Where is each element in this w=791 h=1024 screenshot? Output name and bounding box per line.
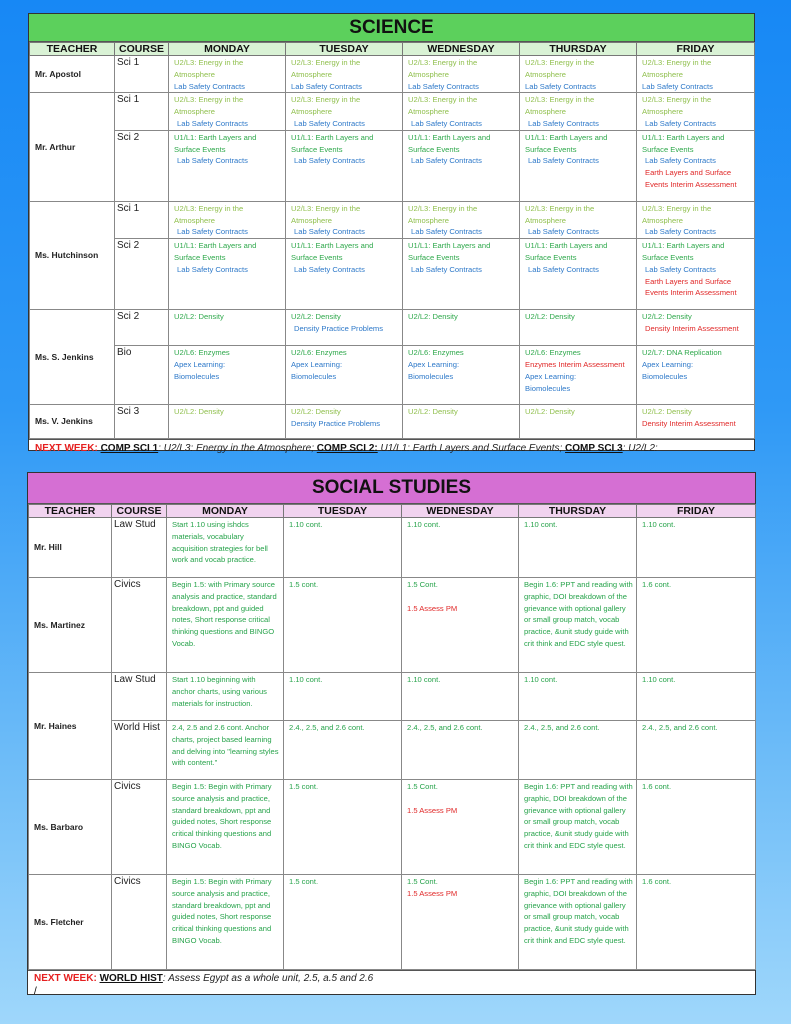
lesson-plan: 1.5 cont. (289, 580, 319, 589)
science-schedule-panel (28, 13, 755, 455)
lesson-topic: U2/L2: Density (525, 312, 575, 322)
lesson-topic: U1/L1: Earth Layers and Surface Events (291, 241, 374, 262)
course-name: Bio (115, 346, 169, 405)
social-studies-table (28, 504, 756, 970)
header-monday: MONDAY (169, 43, 286, 56)
lesson-plan: 1.10 cont. (289, 675, 323, 684)
lesson-topic: U2/L2: Density (408, 312, 458, 322)
lesson-cell (402, 518, 519, 578)
lesson-cell (403, 93, 520, 130)
lesson-cell (520, 130, 637, 201)
lesson-topic: U1/L1: Earth Layers and Surface Events (642, 241, 725, 262)
table-row (30, 56, 755, 93)
course-name: Sci 1 (115, 56, 169, 93)
assessment-note: Density Interim Assessment (645, 323, 739, 333)
lesson-topic: U2/L3: Energy in the Atmosphere (525, 95, 595, 117)
course-name: Sci 3 (115, 405, 169, 439)
lesson-cell (286, 93, 403, 130)
lesson-activity: Lab Safety Contracts (645, 264, 716, 274)
lesson-cell (403, 201, 520, 238)
lesson-cell (637, 56, 755, 93)
lesson-cell (520, 93, 637, 130)
lesson-topic: U2/L6: Enzymes (408, 348, 464, 358)
lesson-activity: Lab Safety Contracts (177, 227, 248, 237)
lesson-topic: U2/L3: Energy in the Atmosphere (408, 95, 478, 117)
lesson-activity: Lab Safety Contracts (177, 156, 248, 166)
lesson-plan: 2.4, 2.5 and 2.6 cont. Anchor charts, project based learning and delving into "learning styles with content." (172, 723, 279, 768)
lesson-cell (286, 239, 403, 310)
lesson-cell (167, 780, 284, 875)
lesson-topic: U1/L1: Earth Layers and Surface Events (525, 132, 608, 154)
course-name: Law Stud (112, 673, 167, 721)
lesson-cell (637, 673, 756, 721)
next-week-label: NEXT WEEK: (34, 973, 97, 984)
header-tuesday: TUESDAY (284, 505, 402, 518)
lesson-plan: 2.4., 2.5, and 2.6 cont. (524, 723, 600, 732)
lesson-cell (637, 93, 755, 130)
lesson-cell (520, 56, 637, 93)
next-week-course: COMP SCI 1 (100, 443, 159, 455)
header-thursday: THURSDAY (519, 505, 637, 518)
lesson-topic: U2/L2: Density (174, 407, 224, 417)
assessment-note: Density Interim Assessment (642, 418, 736, 428)
lesson-cell (167, 518, 284, 578)
lesson-activity: Lab Safety Contracts (642, 81, 713, 91)
assessment-note: 1.5 Assess PM (407, 888, 458, 898)
lesson-topic: U2/L3: Energy in the Atmosphere (291, 95, 361, 117)
lesson-activity: Lab Safety Contracts (525, 81, 596, 91)
lesson-activity: Lab Safety Contracts (177, 118, 248, 128)
assessment-note: Earth Layers and Surface Events Interim Assessment (645, 276, 737, 298)
assessment-note: Enzymes Interim Assessment (525, 359, 625, 369)
course-name: Civics (112, 780, 167, 875)
lesson-cell (520, 201, 637, 238)
lesson-cell (520, 239, 637, 310)
course-name: Law Stud (112, 518, 167, 578)
course-name: Civics (112, 578, 167, 673)
lesson-cell (519, 780, 637, 875)
lesson-plan: 1.10 cont. (642, 520, 676, 529)
lesson-cell (637, 578, 756, 673)
table-row (30, 93, 755, 130)
lesson-activity: Lab Safety Contracts (291, 81, 362, 91)
header-wednesday: WEDNESDAY (402, 505, 519, 518)
lesson-cell (402, 875, 519, 970)
lesson-cell (169, 239, 286, 310)
table-row (30, 239, 755, 310)
lesson-plan: Start 1.10 using ishdcs materials, vocabulary acquisition strategies for bell work and vocab practice. (172, 520, 268, 565)
table-row (29, 673, 756, 721)
lesson-activity: Lab Safety Contracts (294, 118, 365, 128)
next-week-text: : U2/L3: Energy in the Atmosphere; (158, 443, 317, 455)
lesson-cell (403, 56, 520, 93)
lesson-topic: U2/L2: Density (642, 407, 692, 417)
lesson-plan: 1.5 cont. (289, 782, 319, 791)
assessment-note: Earth Layers and Surface Events Interim Assessment (645, 168, 737, 189)
lesson-cell (637, 310, 755, 346)
lesson-cell (167, 673, 284, 721)
course-name: Sci 2 (115, 130, 169, 201)
lesson-cell (169, 130, 286, 201)
next-week-course: COMP SCI 2: (316, 443, 378, 455)
lesson-plan: 1.6 cont. (642, 782, 672, 791)
lesson-topic: U2/L3: Energy in the Atmosphere (174, 95, 244, 117)
lesson-topic: U1/L1: Earth Layers and Surface Events (174, 241, 257, 262)
course-name: Sci 1 (115, 201, 169, 238)
teacher-name: Ms. Fletcher (29, 875, 112, 970)
lesson-activity: Biomolecules (291, 371, 337, 381)
lesson-activity: Lab Safety Contracts (528, 227, 599, 237)
lesson-cell (520, 405, 637, 439)
lesson-cell (403, 346, 520, 405)
teacher-name: Mr. Apostol (30, 56, 115, 93)
table-row (29, 721, 756, 780)
lesson-activity: Biomolecules (525, 383, 571, 393)
social-studies-title: SOCIAL STUDIES (28, 473, 755, 504)
lesson-cell (637, 875, 756, 970)
lesson-activity: Lab Safety Contracts (645, 227, 716, 237)
course-name: World Hist (112, 721, 167, 780)
lesson-cell (284, 875, 402, 970)
lesson-topic: U2/L2: Density (174, 312, 224, 322)
lesson-plan: 1.6 cont. (642, 877, 672, 886)
lesson-plan: 1.10 cont. (289, 520, 323, 529)
lesson-cell (286, 310, 403, 346)
lesson-activity: Biomolecules (408, 371, 454, 381)
lesson-cell (286, 130, 403, 201)
course-name: Sci 2 (115, 310, 169, 346)
assessment-note: 1.5 Assess PM (407, 805, 458, 815)
lesson-cell (519, 673, 637, 721)
lesson-cell (402, 721, 519, 780)
lesson-activity: Lab Safety Contracts (408, 81, 479, 91)
lesson-topic: U2/L2: Density (291, 407, 341, 417)
lesson-plan: Begin 1.6: PPT and reading with graphic, DOI breakdown of the grievance with optional gallery or small group match, vocab practice, &unit study guide with crit think and EDC style quest. (524, 580, 633, 648)
teacher-name: Ms. S. Jenkins (30, 310, 115, 405)
header-course: COURSE (115, 43, 169, 56)
table-row (30, 201, 755, 238)
header-friday: FRIDAY (637, 43, 755, 56)
next-week-text: U1/L1: Earth Layers and Surface Events; (377, 443, 566, 455)
lesson-activity: Lab Safety Contracts (645, 118, 716, 128)
teacher-name: Mr. Hill (29, 518, 112, 578)
header-thursday: THURSDAY (520, 43, 637, 56)
lesson-cell (519, 518, 637, 578)
lesson-cell (403, 130, 520, 201)
lesson-cell (167, 578, 284, 673)
lesson-plan: 1.5 cont. (289, 877, 319, 886)
lesson-activity: Lab Safety Contracts (528, 118, 599, 128)
lesson-cell (520, 310, 637, 346)
lesson-cell (637, 518, 756, 578)
lesson-activity: Apex Learning: (408, 359, 460, 369)
course-name: Sci 2 (115, 239, 169, 310)
lesson-cell (167, 875, 284, 970)
lesson-activity: Lab Safety Contracts (294, 264, 365, 274)
science-title: SCIENCE (29, 14, 754, 42)
lesson-topic: U1/L1: Earth Layers and Surface Events (525, 241, 608, 262)
lesson-topic: U2/L3: Energy in the Atmosphere (642, 203, 712, 225)
lesson-activity: Lab Safety Contracts (411, 264, 482, 274)
next-week-text: : U2/L2: (622, 443, 658, 455)
lesson-activity: Density Practice Problems (294, 323, 384, 333)
lesson-cell (637, 780, 756, 875)
lesson-cell (637, 239, 755, 310)
lesson-topic: U2/L3: Energy in the Atmosphere (525, 203, 595, 225)
lesson-activity: Lab Safety Contracts (174, 81, 245, 91)
lesson-plan: 1.10 cont. (642, 675, 676, 684)
lesson-cell (169, 346, 286, 405)
lesson-cell (520, 346, 637, 405)
header-course: COURSE (112, 505, 167, 518)
lesson-activity: Density Practice Problems (291, 418, 381, 428)
header-wednesday: WEDNESDAY (403, 43, 520, 56)
lesson-cell (637, 201, 755, 238)
lesson-plan: 1.10 cont. (407, 675, 441, 684)
lesson-cell (284, 780, 402, 875)
next-week-label: NEXT WEEK: (35, 443, 98, 455)
teacher-name: Mr. Haines (29, 673, 112, 780)
lesson-topic: U2/L2: Density (642, 312, 692, 322)
lesson-plan: 1.10 cont. (524, 520, 558, 529)
lesson-topic: U2/L3: Energy in the Atmosphere (291, 203, 361, 225)
lesson-topic: U2/L3: Energy in the Atmosphere (408, 58, 478, 79)
lesson-activity: Lab Safety Contracts (411, 227, 482, 237)
lesson-cell (286, 346, 403, 405)
header-monday: MONDAY (167, 505, 284, 518)
lesson-activity: Lab Safety Contracts (528, 264, 599, 274)
lesson-topic: U2/L2: Density (525, 407, 575, 417)
lesson-cell (637, 405, 755, 439)
lesson-topic: U2/L6: Enzymes (174, 348, 230, 358)
lesson-activity: Biomolecules (642, 371, 688, 381)
next-week-course: COMP SCI 3 (565, 443, 623, 455)
lesson-cell (402, 578, 519, 673)
lesson-plan: 1.10 cont. (524, 675, 558, 684)
table-row (30, 310, 755, 346)
teacher-name: Mr. Arthur (30, 93, 115, 201)
lesson-topic: U1/L1: Earth Layers and Surface Events (291, 132, 374, 154)
header-tuesday: TUESDAY (286, 43, 403, 56)
teacher-name: Ms. V. Jenkins (30, 405, 115, 439)
table-row (30, 405, 755, 439)
teacher-name: Ms. Martinez (29, 578, 112, 673)
header-teacher: TEACHER (29, 505, 112, 518)
teacher-name: Ms. Hutchinson (30, 201, 115, 309)
lesson-cell (284, 578, 402, 673)
table-row (30, 346, 755, 405)
lesson-topic: U2/L3: Energy in the Atmosphere (291, 58, 361, 79)
lesson-plan: Begin 1.6: PPT and reading with graphic, DOI breakdown of the grievance with optional gallery or small group match, vocab practice, &unit study guide with crit think and EDC style quest. (524, 877, 633, 945)
header-teacher: TEACHER (30, 43, 115, 56)
lesson-cell (284, 518, 402, 578)
next-week-cursor: / (34, 986, 37, 997)
social-next-week-note (28, 970, 755, 1001)
course-name: Civics (112, 875, 167, 970)
lesson-cell (286, 56, 403, 93)
lesson-cell (637, 130, 755, 201)
lesson-topic: U2/L3: Energy in the Atmosphere (642, 95, 712, 117)
lesson-activity: Apex Learning: (174, 359, 226, 369)
header-friday: FRIDAY (637, 505, 756, 518)
lesson-cell (169, 310, 286, 346)
lesson-activity: Lab Safety Contracts (528, 156, 599, 166)
science-next-week-note (29, 439, 754, 457)
lesson-activity: Lab Safety Contracts (645, 156, 716, 166)
lesson-topic: U1/L1: Earth Layers and Surface Events (408, 241, 491, 262)
lesson-cell (284, 673, 402, 721)
lesson-topic: U2/L6: Enzymes (525, 348, 581, 358)
lesson-plan: 2.4., 2.5, and 2.6 cont. (289, 723, 365, 732)
next-week-course: WORLD HIST (99, 973, 163, 984)
lesson-topic: U2/L3: Energy in the Atmosphere (642, 58, 712, 79)
lesson-plan: Begin 1.5: Begin with Primary source analysis and practice, standard breakdown, ppt and guided notes, Short response critical thinking questions and BINGO Vocab. (172, 782, 272, 850)
lesson-topic: U2/L3: Energy in the Atmosphere (174, 58, 244, 79)
lesson-cell (286, 405, 403, 439)
lesson-cell (169, 405, 286, 439)
lesson-topic: U1/L1: Earth Layers and Surface Events (174, 132, 257, 154)
teacher-name: Ms. Barbaro (29, 780, 112, 875)
lesson-plan: Begin 1.6: PPT and reading with graphic, DOI breakdown of the grievance with optional gallery or small group match, vocab practice, &unit study guide with crit think and EDC style quest. (524, 782, 633, 850)
lesson-topic: U2/L7: DNA Replication (642, 348, 722, 358)
lesson-cell (519, 721, 637, 780)
lesson-cell (402, 780, 519, 875)
social-header-row (29, 505, 756, 518)
lesson-cell (637, 721, 756, 780)
lesson-cell (403, 405, 520, 439)
lesson-cell (169, 201, 286, 238)
science-table (29, 42, 755, 439)
table-row (29, 780, 756, 875)
lesson-activity: Lab Safety Contracts (294, 227, 365, 237)
lesson-activity: Biomolecules (174, 371, 220, 381)
lesson-plan: 2.4., 2.5, and 2.6 cont. (642, 723, 718, 732)
lesson-topic: U2/L2: Density (408, 407, 458, 417)
lesson-plan: 1.6 cont. (642, 580, 672, 589)
lesson-topic: U1/L1: Earth Layers and Surface Events (408, 132, 491, 154)
lesson-plan: 1.5 Cont. (407, 877, 438, 886)
science-header-row (30, 43, 755, 56)
lesson-plan: Start 1.10 beginning with anchor charts, using various materials for instruction. (172, 675, 267, 708)
lesson-topic: U1/L1: Earth Layers and Surface Events (642, 132, 725, 154)
table-row (29, 875, 756, 970)
table-row (29, 578, 756, 673)
lesson-plan: 1.5 Cont. (407, 580, 438, 589)
lesson-cell (519, 578, 637, 673)
lesson-cell (284, 721, 402, 780)
lesson-activity: Apex Learning: (525, 371, 577, 381)
table-row (30, 130, 755, 201)
social-studies-schedule-panel (27, 472, 756, 995)
lesson-activity: Apex Learning: (642, 359, 694, 369)
lesson-activity: Lab Safety Contracts (294, 156, 365, 166)
lesson-activity: Lab Safety Contracts (177, 264, 248, 274)
lesson-cell (167, 721, 284, 780)
lesson-cell (169, 93, 286, 130)
lesson-activity: Lab Safety Contracts (411, 118, 482, 128)
lesson-plan: 1.5 Cont. (407, 782, 438, 791)
table-row (29, 518, 756, 578)
lesson-cell (403, 310, 520, 346)
next-week-text: : Assess Egypt as a whole unit, 2.5, a.5 and 2.6 (162, 973, 374, 984)
lesson-activity: Lab Safety Contracts (411, 156, 482, 166)
lesson-topic: U2/L6: Enzymes (291, 348, 347, 358)
lesson-cell (286, 201, 403, 238)
lesson-plan: Begin 1.5: with Primary source analysis and practice, standard breakdown, ppt and guided notes, Short response critical thinking questions and BINGO Vocab. (172, 580, 277, 648)
lesson-plan: 1.10 cont. (407, 520, 441, 529)
lesson-topic: U2/L3: Energy in the Atmosphere (174, 203, 244, 225)
assessment-note: 1.5 Assess PM (407, 603, 458, 613)
lesson-topic: U2/L3: Energy in the Atmosphere (408, 203, 478, 225)
lesson-cell (169, 56, 286, 93)
course-name: Sci 1 (115, 93, 169, 130)
lesson-cell (519, 875, 637, 970)
lesson-cell (402, 673, 519, 721)
lesson-plan: Begin 1.5: Begin with Primary source analysis and practice, standard breakdown, ppt and guided notes, Short response critical thinking questions and BINGO Vocab. (172, 877, 272, 945)
lesson-cell (403, 239, 520, 310)
lesson-activity: Apex Learning: (291, 359, 343, 369)
lesson-plan: 2.4., 2.5, and 2.6 cont. (407, 723, 483, 732)
lesson-cell (637, 346, 755, 405)
lesson-topic: U2/L3: Energy in the Atmosphere (525, 58, 595, 79)
lesson-topic: U2/L2: Density (291, 312, 341, 322)
